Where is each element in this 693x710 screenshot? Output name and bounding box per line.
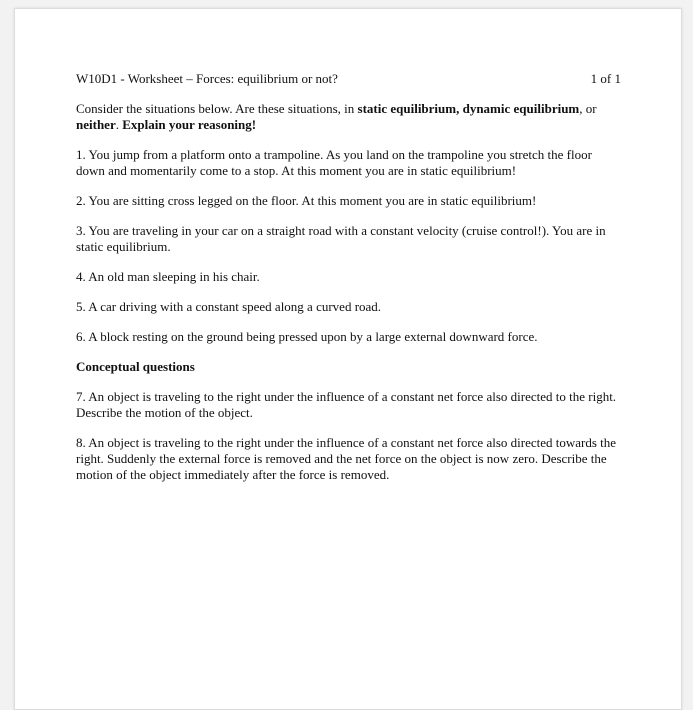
question-5: 5. A car driving with a constant speed along a curved road.: [76, 299, 382, 314]
question-1: 1. You jump from a platform onto a trampoline. As you land on the trampoline you stretch the floor down and momentarily come to a stop. At this moment you are in static equilibrium!: [76, 147, 592, 178]
document-page: [14, 8, 682, 710]
question-4: 4. An old man sleeping in his chair.: [76, 269, 260, 284]
question-2: 2. You are sitting cross legged on the floor. At this moment you are in static equilibrium!: [76, 193, 537, 208]
page-header: [76, 71, 621, 87]
instructions-paragraph: [76, 101, 621, 133]
page-indicator: 1 of 1: [590, 71, 621, 86]
question-8: 8. An object is traveling to the right under the influence of a constant net force also directed towards the right. Suddenly the external force is removed and the net force on the object is now zero. Describe the motion of the object immediately after the force is removed.: [76, 435, 617, 482]
conceptual-questions-heading: Conceptual questions: [76, 359, 195, 374]
instructions-text: .: [115, 117, 123, 132]
question-3: 3. You are traveling in your car on a straight road with a constant velocity (cruise control!). You are in static equilibrium.: [76, 223, 606, 254]
question-6: 6. A block resting on the ground being pressed upon by a large external downward force.: [76, 329, 538, 344]
question-7: 7. An object is traveling to the right under the influence of a constant net force also directed to the right. Describe the motion of the object.: [76, 389, 617, 420]
instructions-emphasis-explain: Explain your reasoning!: [122, 117, 257, 132]
document-title: W10D1 - Worksheet – Forces: equilibrium or not?: [76, 71, 338, 86]
instructions-emphasis-equilibrium: static equilibrium, dynamic equilibrium: [357, 101, 580, 116]
page-content: [76, 71, 621, 497]
instructions-text: Consider the situations below. Are these situations, in: [76, 101, 358, 116]
instructions-emphasis-neither: neither: [76, 117, 116, 132]
instructions-text: , or: [579, 101, 597, 116]
